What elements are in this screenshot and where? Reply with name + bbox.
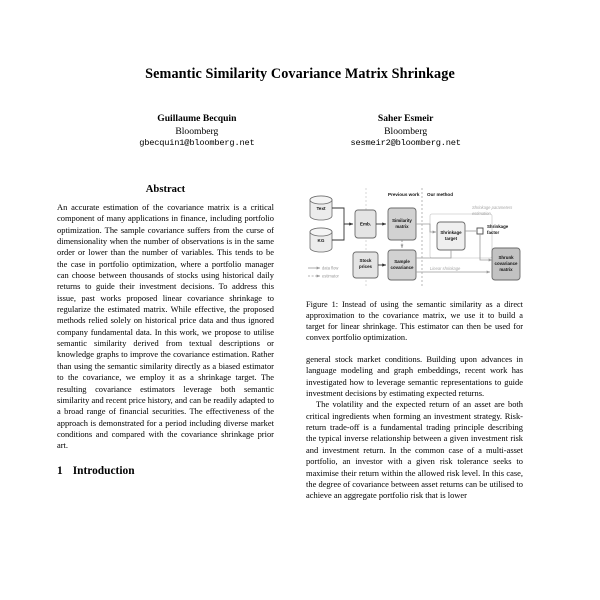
edge-factor-to-shrunk <box>480 234 492 260</box>
right-paragraph-1: general stock market conditions. Building upon advances in language modeling and graph embeddings, recent work has investigated how to leverage semantic representations to guide investment decisions by estimating expected returns. <box>306 353 523 398</box>
node-shrinkage-factor-marker <box>477 228 483 234</box>
annotation-shrinkage-parameters-line2: estimation <box>472 210 491 216</box>
header-our-method: Our method <box>427 191 454 197</box>
label-shrinkage-target-line2: target <box>444 235 458 241</box>
label-shrunk-line3: matrix <box>499 266 513 272</box>
label-similarity-matrix-line1: Similarity <box>392 217 412 223</box>
introduction-heading <box>57 465 274 477</box>
label-shrinkage-factor-line2: factor <box>487 229 500 235</box>
legend-label-dataflow: data flow <box>322 265 339 271</box>
right-column <box>306 184 523 502</box>
figure-caption: Figure 1: Instead of using the semantic similarity as a direct approximation to the covariance matrix, we use it to build a target for linear shrinkage. This estimator can then be used for convex portfolio optimization. <box>306 299 523 342</box>
author-entry <box>139 113 254 150</box>
label-sample-covariance-line1: Sample <box>394 258 410 264</box>
label-kg-node: KG <box>317 237 325 243</box>
author-name: Guillaume Becquin <box>157 113 237 124</box>
author-affiliation: Bloomberg <box>175 125 219 137</box>
annotation-shrinkage-parameters-line1: Shrinkage parameters <box>472 204 513 210</box>
edge-text-to-emb <box>332 208 353 224</box>
label-sample-covariance-line2: covariance <box>390 264 414 270</box>
annotation-linear-shrinkage: Linear shrinkage <box>430 265 461 271</box>
label-text-node: Text <box>316 205 326 211</box>
label-similarity-matrix-line2: matrix <box>395 223 409 229</box>
label-shrunk-line2: covariance <box>494 260 518 266</box>
two-column-body <box>0 184 600 502</box>
label-emb-node: Emb. <box>359 221 372 227</box>
author-email: sesmeir2@bloomberg.net <box>350 138 461 149</box>
section-number: 1 <box>57 464 63 477</box>
label-shrunk-line1: Shrunk <box>498 254 514 260</box>
abstract-heading: Abstract <box>145 183 186 195</box>
author-entry <box>351 113 461 150</box>
label-stock-prices-line2: prices <box>359 263 372 269</box>
author-name: Saher Esmeir <box>377 113 434 124</box>
author-affiliation: Bloomberg <box>384 125 428 137</box>
legend-label-estimator: estimator <box>322 273 339 279</box>
left-column <box>57 184 274 502</box>
label-shrinkage-factor-line1: Shrinkage <box>487 223 509 229</box>
author-email: gbecquin1@bloomberg.net <box>139 138 255 149</box>
edge-sample-to-target <box>416 250 451 258</box>
right-paragraph-2: The volatility and the expected return of an asset are both critical ingredients when forming an investment strategy. Risk-return trade-off is a fundamental trading principle describing the typical inverse relationship between a given investment risk and investment return. In the common case of a multi-asset portfolio, an investor with a given risk tolerance seeks to maximise their return within the allowed risk level. In this case, the degree of covariance between asset returns can be utilised to achieve an aggregate portfolio risk that is lower <box>306 399 523 501</box>
section-title: Introduction <box>72 464 135 477</box>
abstract-text: An accurate estimation of the covariance matrix is a critical component of many applications in finance, including portfolio optimization. The sample covariance suffers from the curse of dimensionality when the number of observations is in the same order or lower than the number of variables. This tends to be the case in portfolio optimization, where a portfolio manager can choose between thousands of stocks using historical daily returns to guide their investment decisions. To address this issue, past works proposed linear covariance shrinkage to regularize the estimated matrix. While effective, the proposed methods relied solely on historical price data and thus ignored company fundamental data. In this work, we propose to utilise semantic similarity derived from textual descriptions or knowledge graphs to improve the covariance estimation. Rather than using the semantic similarity directly as a biased estimator to the covariance, we employ it as a shrinkage target. The resulting covariance estimators leverage both semantic similarity and recent price history, and can be readily adapted to a broad range of financial securities. The effectiveness of the approach is demonstrated for a period including diverse market conditions and compared with the covariance shrinkage prior art. <box>57 201 274 451</box>
author-block <box>0 113 600 150</box>
header-previous-work: Previous work <box>388 191 420 197</box>
figure-1-diagram <box>306 186 523 290</box>
label-stock-prices-line1: Stock <box>359 257 372 263</box>
page-title: Semantic Similarity Covariance Matrix Shrinkage <box>145 66 455 82</box>
edge-kg-to-emb <box>332 224 344 240</box>
edge-similarity-to-target <box>416 224 436 232</box>
label-shrinkage-target-line1: Shrinkage <box>440 229 462 235</box>
